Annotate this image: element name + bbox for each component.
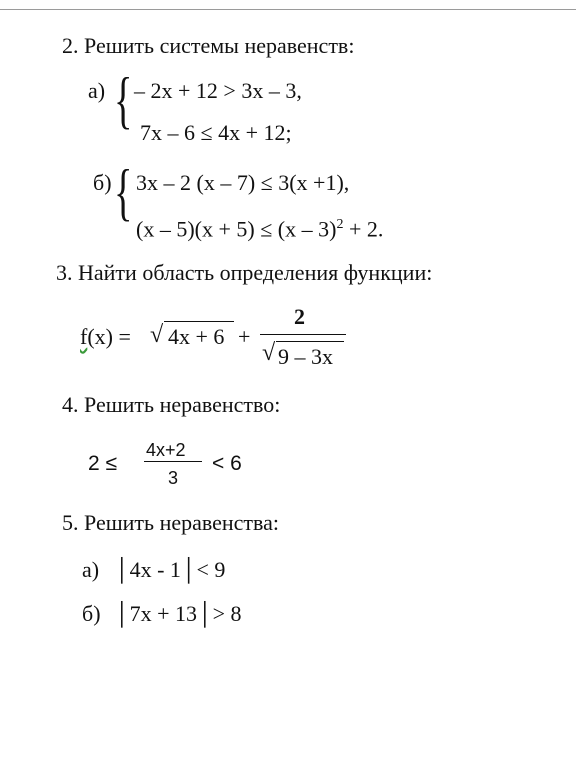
sqrt1-radicand: 4x + 6 [168,324,225,349]
task4-numerator: 4x+2 [146,440,186,460]
task4-left: 2 ≤ [88,452,118,475]
task2b-line2-main: (х – 5)(х + 5) ≤ (х – 3) [136,216,337,242]
func-arg: (x) = [87,324,131,349]
task2b-line2 [136,212,383,242]
task4-heading: 4. Решить неравенство: [62,392,281,417]
task5b-expr: │7х + 13│> 8 [114,601,242,626]
sqrt2-sign: √ [262,340,276,366]
task2b-line2-tail: + 2. [343,216,384,242]
task2b-brace: { [114,156,133,227]
plus-sign: + [238,324,251,349]
task2a-label: а) [88,78,106,103]
func-name: f [80,324,88,349]
task2b-label: б) [93,170,112,195]
task2a-line1: – 2х + 12 > 3х – 3, [134,78,302,103]
sqrt2-bar [276,341,344,342]
sqrt1-sign: √ [150,322,164,348]
task5b-label: б) [82,601,101,626]
task4-denominator: 3 [168,468,179,488]
sqrt1-bar [164,321,234,322]
task2a-line2: 7х – 6 ≤ 4х + 12; [140,120,292,145]
task2b-exponent: 2 [336,217,344,232]
task3-function-lhs [80,324,131,350]
task3-heading: 3. Найти область определения функции: [56,260,433,285]
task2-heading: 2. Решить системы неравенств: [62,33,355,58]
task5a-label: а) [82,557,100,582]
fraction-line [260,334,346,335]
task2a-brace: { [114,64,133,135]
task5-heading: 5. Решить неравенства: [62,510,280,535]
task4-fraction-line [144,461,202,462]
task5a-expr: │4х - 1│< 9 [114,557,226,582]
task2b-line1: 3х – 2 (х – 7) ≤ 3(х +1), [136,170,350,195]
sqrt2-radicand: 9 – 3x [278,344,333,369]
page-top-border [0,0,576,10]
task4-right: < 6 [212,452,242,475]
fraction-numerator: 2 [294,304,305,329]
